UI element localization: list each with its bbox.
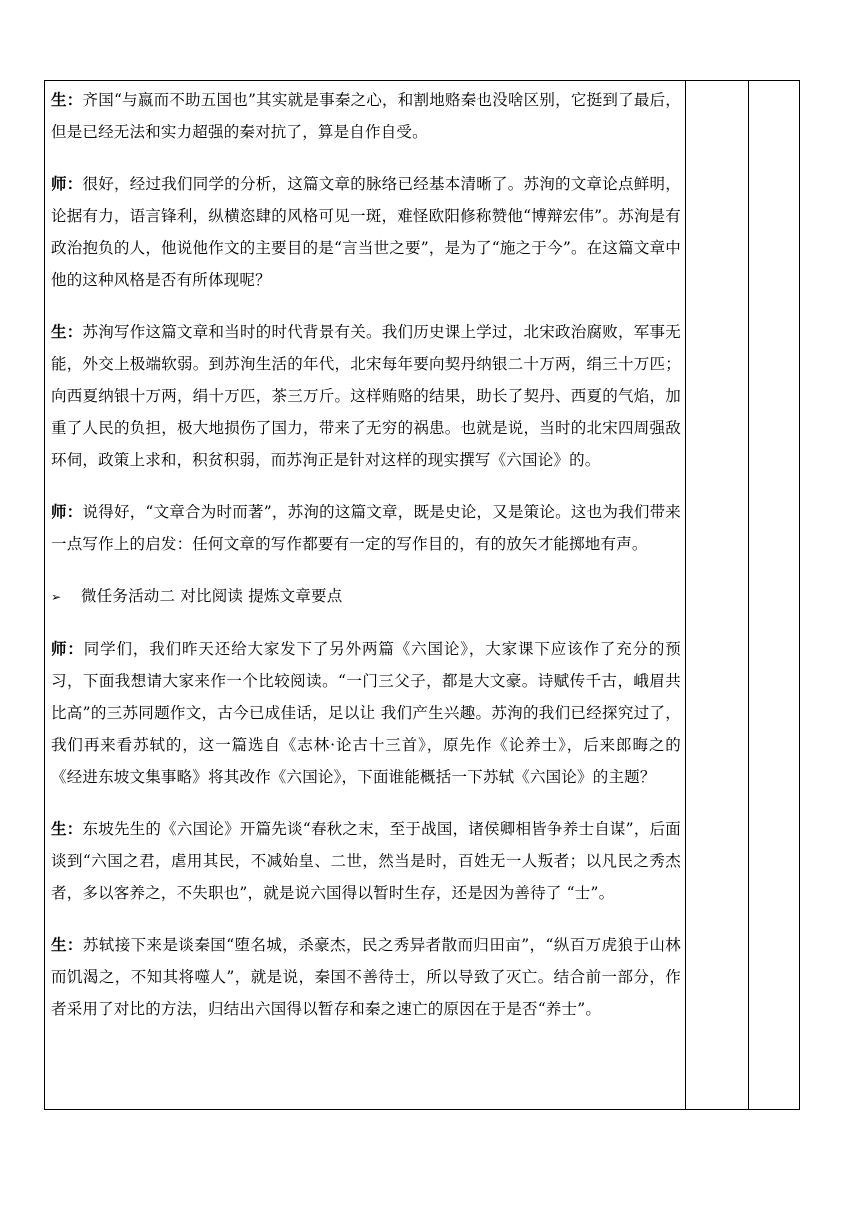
task-heading-text: 微任务活动二 对比阅读 提炼文章要点 <box>81 587 343 605</box>
task-heading <box>51 580 681 613</box>
paragraph-text: 同学们，我们昨天还给大家发下了另外两篇《六国论》，大家课下应该作了充分的预习，下面我想请大家来作一个比较阅读。“一门三父子，都是大文豪。诗赋传千古，峨眉共比高”的三苏同题作文，古今已成佳话，足以让 我们产生兴趣。苏洵的我们已经探究过了，我们再来看苏轼的，这一篇选自《志林·论古十三首》，原先作《论养士》，后来郎晦之的《经进东坡文集事略》将其改作《六国论》，下面谁能概括一下苏轼《六国论》的主题？ <box>51 640 682 786</box>
dialogue-paragraph <box>51 168 681 296</box>
table-column-divider <box>748 80 749 1110</box>
dialogue-paragraph <box>51 84 681 148</box>
paragraph-text: 东坡先生的《六国论》开篇先谈“春秋之末，至于战国，诸侯卿相皆争养士自谋”，后面谈到“六国之君，虐用其民，不减始皇、二世，然当是时，百姓无一人叛者；以凡民之秀杰者，多以客养之，不失职也”，就是说六国得以暂时生存，还是因为善待了 “士”。 <box>51 820 682 902</box>
dialogue-paragraph <box>51 813 681 909</box>
dialogue-paragraph <box>51 633 681 793</box>
lesson-content-cell <box>51 84 681 1045</box>
speaker-label: 生： <box>51 935 83 954</box>
speaker-label: 师： <box>51 639 84 658</box>
dialogue-paragraph <box>51 316 681 476</box>
table-column-divider <box>685 80 686 1110</box>
dialogue-paragraph <box>51 929 681 1025</box>
speaker-label: 生： <box>51 819 83 838</box>
speaker-label: 师： <box>51 174 83 193</box>
paragraph-text: 苏洵写作这篇文章和当时的时代背景有关。我们历史课上学过，北宋政治腐败，军事无 能，外交上极端软弱。到苏洵生活的年代，北宋每年要向契丹纳银二十万两，绢三十万匹；向西夏纳银十万两，绢十万匹，茶三万斤。这样贿赂的结果，助长了契丹、西夏的气焰，加重了人民的负担，极大地损伤了国力，带来了无穷的祸患。也就是说，当时的北宋四周强敌环伺，政策上求和，积贫积弱，而苏洵正是针对这样的现实撰写《六国论》的。 <box>51 323 682 469</box>
paragraph-text: 很好，经过我们同学的分析，这篇文章的脉络已经基本清晰了。苏洵的文章论点鲜明，论据有力，语言锋利，纵横恣肆的风格可见一斑，难怪欧阳修称赞他“博辩宏伟”。苏洵是有政治抱负的人，他说他作文的主要目的是“言当世之要”，是为了“施之于今”。在这篇文章中他的这种风格是否有所体现呢？ <box>51 175 682 289</box>
speaker-label: 生： <box>51 90 83 109</box>
speaker-label: 生： <box>51 322 83 341</box>
arrow-bullet-icon: ➢ <box>51 590 62 604</box>
speaker-label: 师： <box>51 502 83 521</box>
dialogue-paragraph <box>51 496 681 560</box>
paragraph-text: 苏轼接下来是谈秦国“堕名城，杀豪杰，民之秀异者散而归田亩”，“纵百万虎狼于山林而饥渴之，不知其将噬人”，就是说，秦国不善待士，所以导致了灭亡。结合前一部分，作者采用了对比的方法，归结出六国得以暂存和秦之速亡的原因在于是否“养士”。 <box>51 936 681 1018</box>
paragraph-text: 齐国“与嬴而不助五国也”其实就是事秦之心，和割地赂秦也没啥区别，它挺到了最后，但是已经无法和实力超强的秦对抗了，算是自作自受。 <box>51 91 682 141</box>
paragraph-text: 说得好，“文章合为时而著”，苏洵的这篇文章，既是史论，又是策论。这也为我们带来一点写作上的启发：任何文章的写作都要有一定的写作目的，有的放矢才能掷地有声。 <box>51 503 682 553</box>
